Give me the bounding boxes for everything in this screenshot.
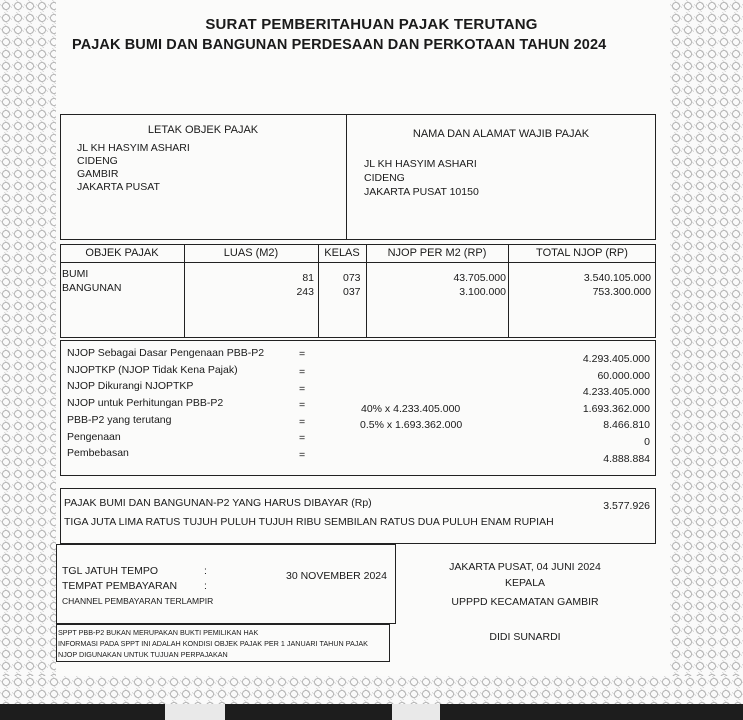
note-line: SPPT PBB-P2 BUKAN MERUPAKAN BUKTI PEMILIKAN HAK [58, 628, 259, 637]
calc-equals: = [299, 399, 306, 411]
due-date-label: TGL JATUH TEMPO [62, 565, 159, 577]
calc-value: 0 [644, 436, 650, 448]
table-cell-objek: BANGUNAN [62, 282, 122, 294]
calc-equals: = [299, 383, 306, 395]
column-header: OBJEK PAJAK [85, 247, 159, 259]
calc-label: NJOP Dikurangi NJOPTKP [67, 380, 194, 392]
calc-label: NJOPTKP (NJOP Tidak Kena Pajak) [67, 364, 238, 376]
table-cell-njop-m2: 3.100.000 [459, 286, 506, 298]
payment-place-label: TEMPAT PEMBAYARAN [62, 580, 178, 592]
due-date-value: 30 NOVEMBER 2024 [286, 570, 387, 582]
calc-formula: 0.5% x 1.693.362.000 [360, 419, 463, 431]
colon: : [204, 565, 207, 577]
table-cell-objek: BUMI [62, 268, 89, 280]
calc-value: 4.888.884 [603, 453, 650, 465]
note-line: INFORMASI PADA SPPT INI ADALAH KONDISI OBJEK PAJAK PER 1 JANUARI TAHUN PAJAK [58, 639, 368, 648]
bottom-dark-strip [0, 704, 743, 720]
security-border-left [0, 0, 56, 704]
table-cell-luas: 81 [302, 272, 314, 284]
calc-value: 4.233.405.000 [582, 386, 650, 398]
calc-label: Pembebasan [67, 447, 129, 459]
table-cell-total: 3.540.105.000 [583, 272, 651, 284]
column-header: NJOP PER M2 (RP) [387, 247, 487, 259]
calc-equals: = [299, 348, 306, 360]
total-value: 3.577.926 [603, 500, 650, 512]
calc-label: NJOP Sebagai Dasar Pengenaan PBB-P2 [67, 347, 265, 359]
calc-equals: = [299, 366, 306, 378]
table-cell-njop-m2: 43.705.000 [453, 272, 506, 284]
calc-value: 60.000.000 [597, 370, 650, 382]
calc-label: Pengenaan [67, 431, 121, 443]
calc-formula: 40% x 4.233.405.000 [361, 403, 461, 415]
column-header: LUAS (M2) [223, 247, 279, 259]
calc-label: PBB-P2 yang terutang [67, 414, 172, 426]
wajib-pajak-line: JAKARTA PUSAT 10150 [364, 186, 479, 198]
letak-objek-heading: LETAK OBJEK PAJAK [147, 124, 259, 136]
payment-channel: CHANNEL PEMBAYARAN TERLAMPIR [62, 596, 214, 606]
table-cell-luas: 243 [296, 286, 314, 298]
wajib-pajak-line: JL KH HASYIM ASHARI [364, 158, 477, 170]
table-cell-total: 753.300.000 [592, 286, 651, 298]
total-label: PAJAK BUMI DAN BANGUNAN-P2 YANG HARUS DIBAYAR (Rp) [64, 497, 372, 509]
security-border-right [670, 0, 743, 704]
wajib-pajak-heading: NAMA DAN ALAMAT WAJIB PAJAK [412, 128, 590, 140]
table-cell-kelas: 037 [343, 286, 361, 298]
document-subtitle: PAJAK BUMI DAN BANGUNAN PERDESAAN DAN PERKOTAAN TAHUN 2024 [72, 37, 607, 53]
calc-label: NJOP untuk Perhitungan PBB-P2 [67, 397, 224, 409]
column-header: TOTAL NJOP (RP) [536, 247, 628, 259]
calc-value: 4.293.405.000 [582, 353, 650, 365]
letak-objek-line: JL KH HASYIM ASHARI [77, 142, 190, 154]
letak-objek-line: JAKARTA PUSAT [77, 181, 160, 193]
signature-office: UPPPD KECAMATAN GAMBIR [451, 596, 599, 608]
letak-objek-line: CIDENG [77, 155, 118, 167]
calc-equals: = [299, 416, 306, 428]
total-terbilang: TIGA JUTA LIMA RATUS TUJUH PULUH TUJUH RIBU SEMBILAN RATUS DUA PULUH ENAM RUPIAH [64, 516, 554, 528]
security-border-bottom [0, 676, 743, 704]
calc-value: 8.466.810 [603, 419, 650, 431]
signature-role: KEPALA [504, 577, 546, 589]
signature-place-date: JAKARTA PUSAT, 04 JUNI 2024 [449, 561, 601, 573]
letak-objek-line: GAMBIR [77, 168, 119, 180]
note-line: NJOP DIGUNAKAN UNTUK TUJUAN PERPAJAKAN [58, 650, 228, 659]
calc-equals: = [299, 449, 306, 461]
document-title: SURAT PEMBERITAHUAN PAJAK TERUTANG [205, 16, 538, 33]
calc-equals: = [299, 432, 306, 444]
signature-name: DIDI SUNARDI [489, 631, 561, 643]
calc-value: 1.693.362.000 [582, 403, 650, 415]
colon: : [204, 580, 207, 592]
column-header: KELAS [324, 247, 360, 259]
table-cell-kelas: 073 [343, 272, 361, 284]
wajib-pajak-line: CIDENG [364, 172, 405, 184]
